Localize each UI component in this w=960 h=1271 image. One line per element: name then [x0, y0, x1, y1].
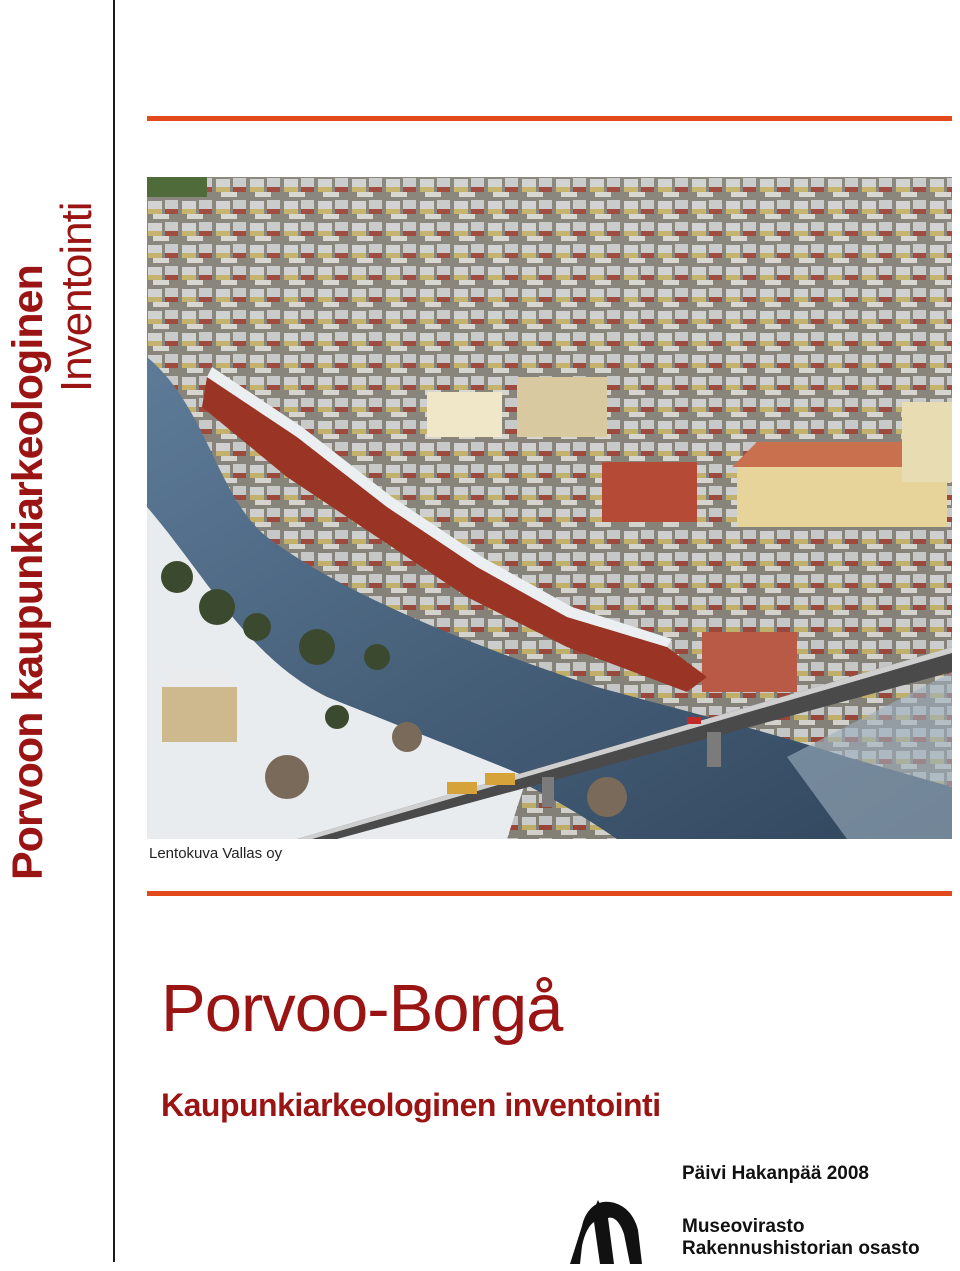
cover-photo: [147, 177, 952, 839]
spine-divider: [113, 0, 115, 1262]
spine-title: Porvoon kaupunkiarkeologinen: [4, 265, 52, 880]
spine: [0, 0, 112, 890]
organisation: [682, 1216, 920, 1260]
org-department: Rakennushistorian osasto: [682, 1238, 920, 1259]
photo-credit: Lentokuva Vallas oy: [149, 845, 283, 862]
spine-subtitle: Inventointi: [52, 202, 101, 392]
org-name: Museovirasto: [682, 1216, 805, 1237]
bottom-rule: [147, 891, 952, 896]
author-line: Päivi Hakanpää 2008: [682, 1163, 869, 1184]
museovirasto-logo-icon: [568, 1196, 644, 1264]
cover-title: Porvoo-Borgå: [161, 971, 563, 1046]
top-rule: [147, 116, 952, 121]
cover-subtitle: Kaupunkiarkeologinen inventointi: [161, 1087, 661, 1123]
